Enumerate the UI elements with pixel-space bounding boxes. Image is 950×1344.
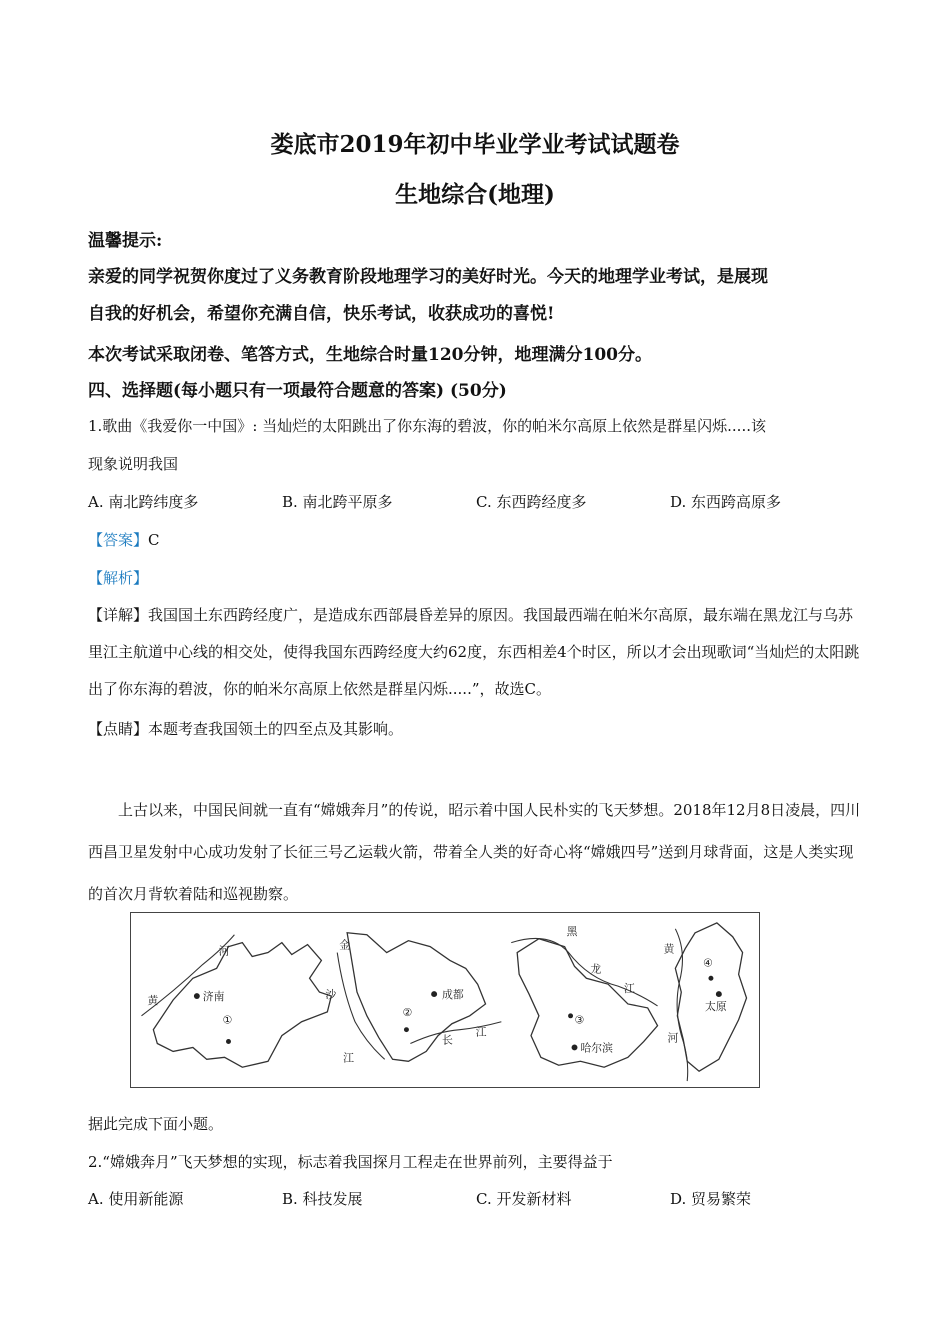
q1-option-d: D. 东西跨高原多 [670,493,782,511]
r2-num: ② [402,1005,413,1019]
q1-option-b: B. 南北跨平原多 [282,493,393,511]
q2-option-c: C. 开发新材料 [476,1190,572,1208]
r3-river-a: 黑 [566,924,578,938]
r4-river-b: 河 [667,1031,679,1045]
r4-city: 太原 [705,999,727,1013]
analysis-tag: 【解析】 [88,569,149,587]
q1-note [88,718,403,739]
tips-line-2: 自我的好机会，希望你充满自信，快乐考试，收获成功的喜悦! [88,304,555,324]
r3-dot [568,1013,573,1018]
r1-city-dot [194,993,200,999]
r3-num: ③ [574,1013,585,1027]
r2-river-d: 江 [475,1025,487,1039]
r1-city: 济南 [202,990,225,1003]
r1-dot [226,1039,231,1044]
q2-option-d: D. 贸易繁荣 [670,1190,752,1208]
q1-stem-line-2: 现象说明我国 [88,455,179,473]
passage: 上古以来，中国民间就一直有“嫦娥奔月”的传说，昭示着中国人民朴实的飞天梦想。2018年12月8日凌晨，四川西昌卫星发射中心成功发射了长征三号乙运载火箭，带着全人类的好奇心将“嫦娥四号”送到月球背面，这是人类实现的首次月背软着陆和巡视勘察。 [88,801,861,903]
tips-line-3: 本次考试采取闭卷、笔答方式，生地综合时量120分钟，地理满分100分。 [88,345,652,365]
q2-stem: 2.“嫦娥奔月”飞天梦想的实现，标志着我国探月工程走在世界前列，主要得益于 [88,1153,613,1171]
detail-text: 我国国土东西跨经度广，是造成东西部晨昏差异的原因。我国最西端在帕米尔高原，最东端在黑龙江与乌苏里江主航道中心线的相交处，使得我国东西跨经度大约62度，东西相差4个时区，所以才会出现歌词“当灿烂的太阳跳出了你东海的碧波，你的帕米尔高原上依然是群星闪烁.....”，故选C。 [88,606,860,698]
r3-river-c: 江 [623,982,635,996]
r2-city: 成都 [442,988,464,1002]
r1-river-a: 河 [218,944,230,958]
answer-value: C [148,531,160,549]
r2-river-e: 长 [442,1033,453,1047]
q1-detail [88,597,868,708]
r2-city-dot [431,991,437,997]
detail-tag: 【详解】 [88,606,149,624]
r4-river-a: 黄 [663,942,675,956]
province-maps [131,913,759,1087]
tips-heading: 温馨提示: [88,231,163,251]
r4-dot [708,976,713,981]
q1-option-a: A. 南北跨纬度多 [88,493,199,511]
r3-river-b: 龙 [590,962,602,976]
province-map-figure [130,912,760,1088]
r2-river-c: 江 [343,1051,355,1065]
q1-answer [88,529,160,550]
q2-option-a: A. 使用新能源 [88,1190,184,1208]
answer-tag: 【答案】 [88,531,149,549]
note-tag: 【点睛】 [88,720,149,738]
page-title: 娄底市2019年初中毕业学业考试试题卷 [270,131,680,158]
tips-line-1: 亲爱的同学祝贺你度过了义务教育阶段地理学习的美好时光。今天的地理学业考试，是展现 [88,267,768,287]
r1-num: ① [222,1013,233,1027]
r2-dot [404,1027,409,1032]
r3-city: 哈尔滨 [580,1041,614,1055]
q1-stem-line-1: 1.歌曲《我爱你一中国》: 当灿烂的太阳跳出了你东海的碧波，你的帕米尔高原上依然是群星闪烁.....该 [88,417,766,435]
r4-num: ④ [703,956,713,970]
r1-river-b: 黄 [147,993,159,1007]
r2-river-a: 金 [339,938,351,952]
region-1-outline [153,943,331,1068]
page-subtitle: 生地综合(地理) [395,181,555,208]
q1-option-c: C. 东西跨经度多 [476,493,587,511]
r3-city-dot [572,1044,578,1050]
q2-option-b: B. 科技发展 [282,1190,363,1208]
region-4-outline [675,923,746,1071]
note-text: 本题考查我国领土的四至点及其影响。 [148,720,404,738]
r2-river-b: 沙 [325,988,337,1002]
after-map-text: 据此完成下面小题。 [88,1115,224,1133]
r4-city-dot [716,991,722,997]
section-heading: 四、选择题(每小题只有一项最符合题意的答案) (50分) [88,381,507,401]
